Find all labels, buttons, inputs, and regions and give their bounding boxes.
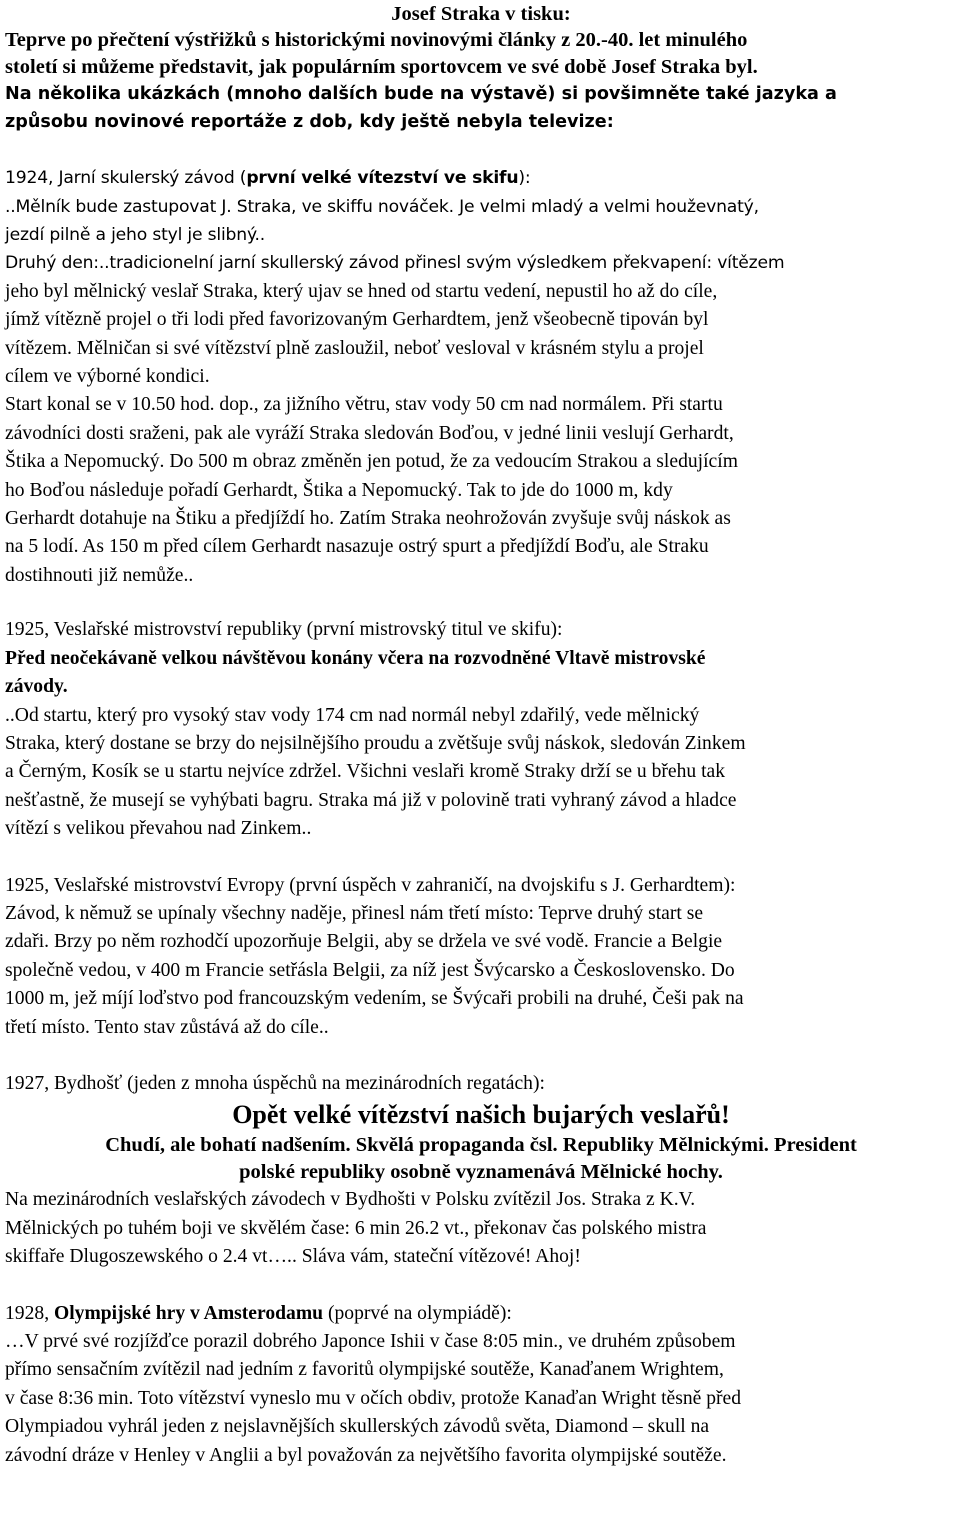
text-line: 1000 m, jež míjí loďstvo pod francouzským vedením, se Švýcaři probili na druhé, Češi pak na (5, 988, 744, 1010)
text-line: jeho byl mělnický veslař Straka, který ujav se hned od startu vedení, nepustil ho až do cíle, (5, 280, 718, 302)
section-heading: 1925, Veslařské mistrovství Evropy (první úspěch v zahraničí, na dvojskifu s J. Gerhardtem): (5, 874, 736, 896)
text-line: Na mezinárodních veslařských závodech v Bydhošti v Polsku zvítězil Jos. Straka z K.V. (5, 1189, 696, 1211)
intro-line: způsobu novinové reportáže z dob, kdy ještě nebyla televize: (5, 111, 614, 132)
section-heading (5, 1300, 957, 1328)
text-line: Závod, k němuž se upínaly všechny naděje, přinesl nám třetí místo: Teprve druhý start se (5, 902, 704, 924)
text-line: ho Boďou následuje pořadí Gerhardt, Štika a Nepomucký. Tak to jde do 1000 m, kdy (5, 479, 673, 501)
text-line: společně vedou, v 400 m Francie setřásla Belgii, za níž jest Švýcarsko a Československo. Do (5, 959, 735, 981)
text-line: a Černým, Kosík se u startu nejvíce zdržel. Všichni veslaři kromě Straky drží se u břehu tak (5, 761, 726, 783)
text-line: Mělnických po tuhém boji ve skvělém čase: 6 min 26.2 vt., překonav čas polského mistra (5, 1217, 707, 1239)
text-line: ..Mělník bude zastupovat J. Straka, ve skiffu nováček. Je velmi mladý a velmi houževnatý, (5, 196, 759, 217)
newspaper-subheadline: polské republiky osobně vyznamenává Mělnické hochy. (239, 1161, 723, 1184)
text-line: Start konal se v 10.50 hod. dop., za jižního větru, stav vody 50 cm nad normálem. Při startu (5, 394, 723, 416)
text-line: Druhý den:..tradicionelní jarní skullerský závod přinesl svým výsledkem překvapení: vítězem (5, 253, 785, 274)
heading-text: ): (518, 168, 531, 189)
heading-emphasis: Olympijské hry v Amsterodamu (53, 1302, 324, 1324)
text-line: třetí místo. Tento stav zůstává až do cíle.. (5, 1016, 329, 1038)
section-heading: 1927, Bydhošť (jeden z mnoha úspěchů na mezinárodních regatách): (5, 1072, 545, 1094)
heading-text: 1928, (5, 1302, 54, 1324)
section-1924 (5, 164, 957, 590)
section-1927 (5, 1070, 957, 1272)
text-line: …V prvé své rozjížďce porazil dobrého Japonce Ishii v čase 8:05 min., ve druhém způsobem (5, 1331, 736, 1352)
text-line: v čase 8:36 min. Toto vítězství vyneslo mu v očích obdiv, protože Kanaďan Wright těsně před (5, 1387, 742, 1409)
document-title: Josef Straka v tisku: (391, 3, 571, 25)
text-line: cílem ve výborné kondici. (5, 366, 210, 388)
heading-text: (poprvé na olympiádě): (323, 1302, 512, 1324)
text-line: Štika a Nepomucký. Do 500 m obraz změněn jen potud, že za vedoucím Strakou a sledujícím (5, 451, 738, 473)
newspaper-subheadline: Chudí, ale bohatí nadšením. Skvělá propaganda čsl. Republiky Mělnickými. President (105, 1134, 857, 1157)
text-line: Straka, který dostane se brzy do nejsilnějšího proudu a zvětšuje svůj náskok, sledován Zinkem (5, 732, 746, 754)
text-line: skiffaře Dlugoszewského o 2.4 vt….. Sláva vám, stateční vítězové! Ahoj! (5, 1246, 581, 1268)
newspaper-headline: Opět velké vítězství našich bujarých veslařů! (232, 1100, 730, 1130)
spacer (5, 844, 957, 872)
section-1925-europe (5, 872, 957, 1042)
text-line: vítězí s velikou převahou nad Zinkem.. (5, 818, 312, 840)
spacer (5, 136, 957, 164)
heading-text: 1924, Jarní skulerský závod ( (5, 168, 247, 189)
spacer (5, 590, 957, 616)
text-line: přímo sensačním zvítězil nad jedním z favoritů olympijské soutěže, Kanaďanem Wrightem, (5, 1359, 724, 1381)
section-heading (5, 164, 957, 192)
text-line: závodníci dosti sraženi, pak ale vyráží Straka sledován Boďou, v jedné linii veslují Gerhardt, (5, 422, 734, 444)
section-1925-republic (5, 616, 957, 843)
text-line: Olympiadou vyhrál jeden z nejslavnějších skullerských závodů světa, Diamond – skull na (5, 1416, 710, 1438)
text-line: jímž vítězně projel o tři lodi před favorizovaným Gerhardtem, jenž všeobecně tipován byl (5, 309, 709, 331)
intro-line: Na několika ukázkách (mnoho dalších bude na výstavě) si povšimněte také jazyka a (5, 84, 837, 104)
spacer (5, 1042, 957, 1070)
text-line: nešťastně, že musejí se vyhýbati bagru. Straka má již v polovině trati vyhraný závod a hladce (5, 789, 737, 811)
headline-line: závody. (5, 676, 68, 698)
text-line: zdaři. Brzy po něm rozhodčí upozorňuje Belgii, aby se držela ve své vodě. Francie a Belgie (5, 931, 723, 953)
text-line: dostihnouti již nemůže.. (5, 564, 194, 586)
text-line: na 5 lodí. As 150 m před cílem Gerhardt nasazuje ostrý spurt a předjíždí Boďu, ale Straku (5, 536, 709, 558)
spacer (5, 1272, 957, 1300)
section-1928 (5, 1300, 957, 1470)
section-heading: 1925, Veslařské mistrovství republiky (první mistrovský titul ve skifu): (5, 619, 563, 641)
heading-emphasis: první velké vítezství ve skifu (246, 168, 519, 189)
intro-line: století si můžeme představit, jak populárním sportovcem ve své době Josef Straka byl. (5, 56, 758, 78)
text-line: jezdí pilně a jeho styl je slibný.. (5, 225, 266, 245)
text-line: vítězem. Mělničan si své vítězství plně zasloužil, neboť vesloval v krásném stylu a projel (5, 337, 704, 359)
document-page (5, 2, 957, 1470)
intro-paragraph (5, 27, 957, 136)
headline-line: Před neočekávaně velkou návštěvou konány včera na rozvodněné Vltavě mistrovské (5, 647, 706, 669)
intro-line: Teprve po přečtení výstřižků s historickými novinovými články z 20.-40. let minulého (5, 29, 748, 51)
text-line: závodní dráze v Henley v Anglii a byl považován za největšího favorita olympijské soutěže. (5, 1444, 727, 1466)
text-line: ..Od startu, který pro vysoký stav vody 174 cm nad normál nebyl zdařilý, vede mělnický (5, 704, 700, 726)
text-line: Gerhardt dotahuje na Štiku a předjíždí ho. Zatím Straka neohrožován zvyšuje svůj náskok as (5, 508, 731, 530)
